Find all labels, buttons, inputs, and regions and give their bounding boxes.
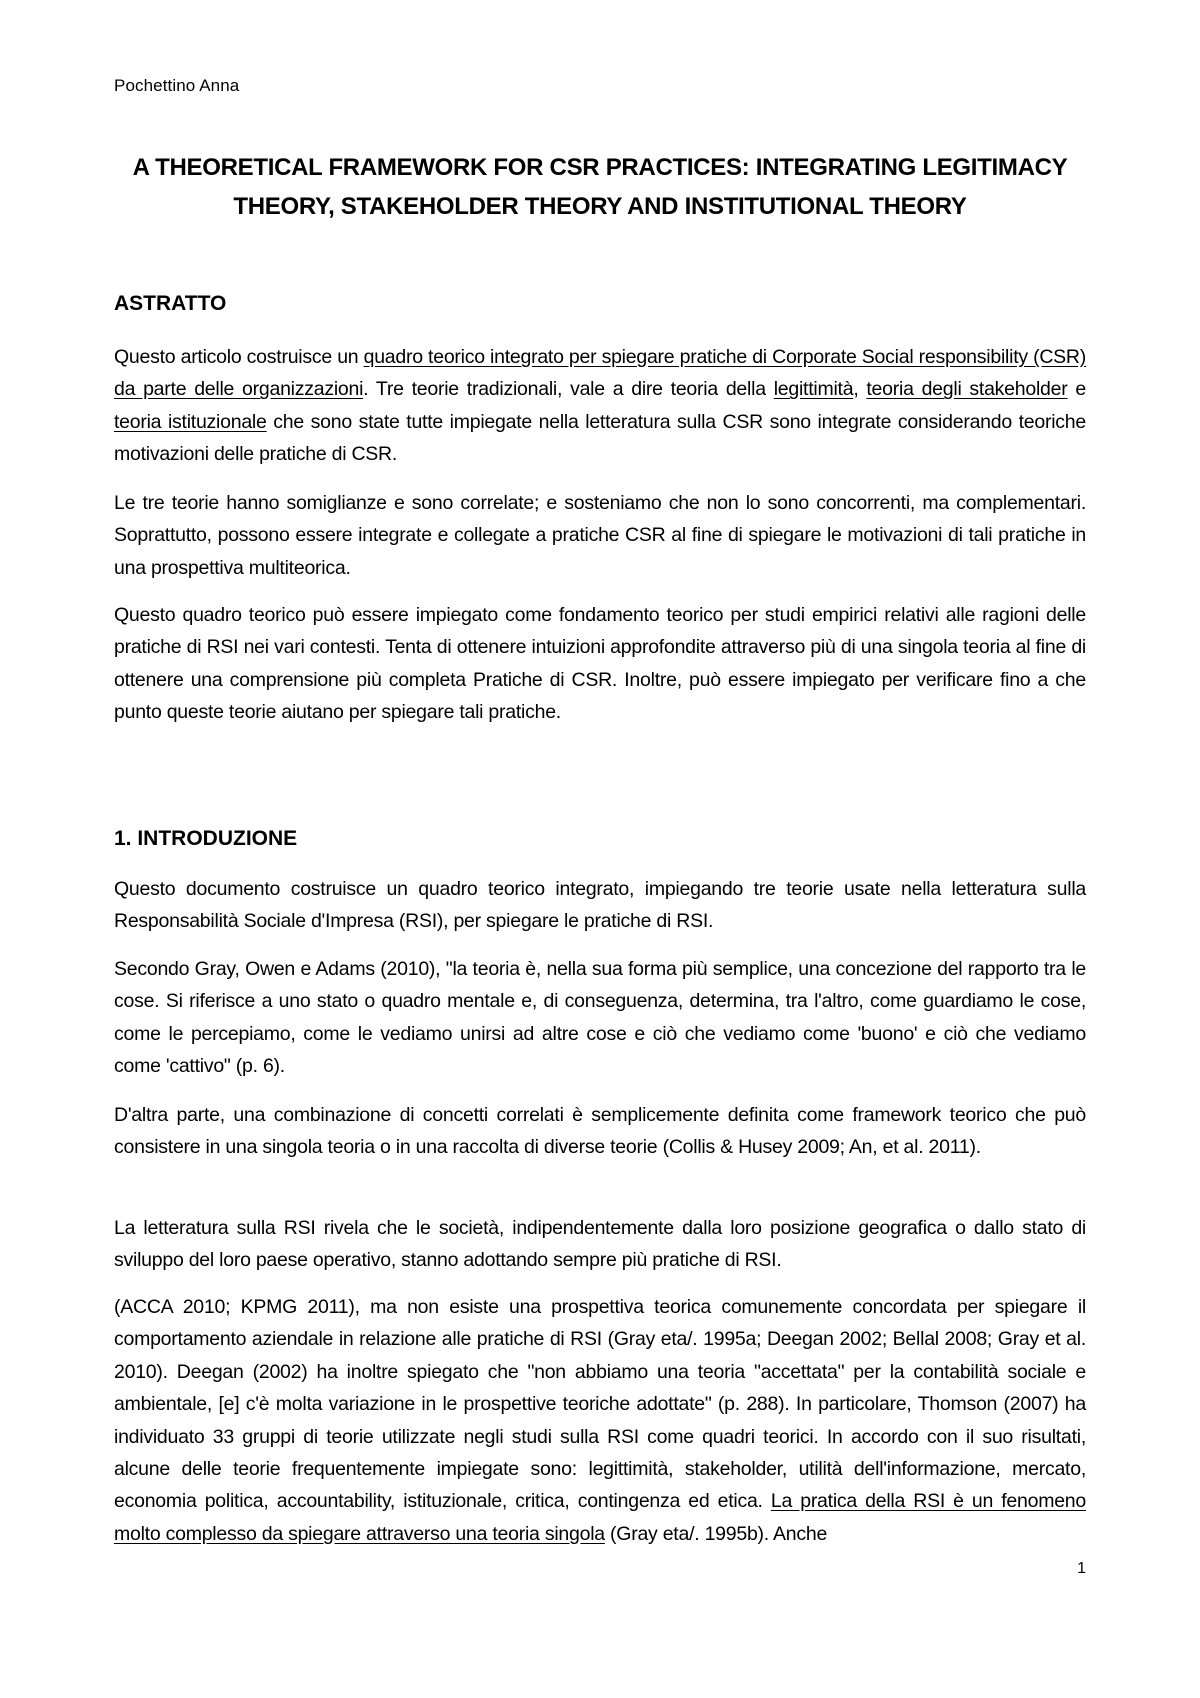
underlined-text: quadro teorico integrato per spiegare pratiche di Corporate Social responsibility (CSR) da parte delle organizzazioni	[114, 346, 1086, 401]
text-run: ,	[853, 378, 867, 401]
intro-paragraph	[114, 1291, 1086, 1550]
text-run: (Gray eta/. 1995b). Anche	[604, 1522, 828, 1545]
text-run: . Tre teorie tradizionali, vale a dire teoria della	[363, 378, 774, 401]
text-run: (ACCA 2010; KPMG 2011), ma non esiste una prospettiva teorica comunemente concordata per spiegare il comportamento aziendale in relazione alle pratiche di RSI (Gray eta/. 1995a; Deegan 2002; Bellal 2008; Gray et al. 2010). Deegan (2002) ha inoltre spiegato che "non abbiamo una teoria "accettata" per la contabilità sociale e ambientale, [e] c'è molta variazione in le prospettive teoriche adottate" (p. 288). In particolare, Thomson (2007) ha individuato 33 gruppi di teorie utilizzate negli studi sulla RSI come quadri teorici. In accordo con il suo risultati, alcune delle teorie frequentemente impiegate sono: legittimità, stakeholder, utilità dell'informazione, mercato, economia politica, accountability, istituzionale, critica, contingenza ed etica.	[114, 1296, 1086, 1513]
abstract-paragraph: Le tre teorie hanno somiglianze e sono correlate; e sosteniamo che non lo sono concorrenti, ma complementari. Soprattutto, possono essere integrate e collegate a pratiche CSR al fine di spiegare le motivazioni di tali pratiche in una prospettiva multiteorica.	[114, 492, 1086, 579]
introduction-heading: 1. INTRODUZIONE	[114, 827, 298, 850]
abstract-paragraph	[114, 341, 1086, 471]
intro-paragraph: Questo documento costruisce un quadro teorico integrato, impiegando tre teorie usate nella letteratura sulla Responsabilità Sociale d'Impresa (RSI), per spiegare le pratiche di RSI.	[114, 878, 1086, 933]
abstract-heading: ASTRATTO	[114, 292, 227, 315]
author-name: Pochettino Anna	[114, 76, 240, 95]
abstract-paragraph: Questo quadro teorico può essere impiegato come fondamento teorico per studi empirici relativi alle ragioni delle pratiche di RSI nei vari contesti. Tenta di ottenere intuizioni approfondite attraverso più di una singola teoria al fine di ottenere una comprensione più completa Pratiche di CSR. Inoltre, può essere impiegato per verificare fino a che punto queste teorie aiutano per spiegare tali pratiche.	[114, 604, 1086, 724]
underlined-text: teoria degli stakeholder	[866, 378, 1068, 401]
intro-paragraph: La letteratura sulla RSI rivela che le società, indipendentemente dalla loro posizione geografica o dallo stato di sviluppo del loro paese operativo, stanno adottando sempre più pratiche di RSI.	[114, 1217, 1086, 1272]
underlined-text: La pratica della RSI è un fenomeno molto complesso da spiegare attraverso una teoria singola	[114, 1490, 1086, 1545]
text-run: che sono state tutte impiegate nella letteratura sulla CSR sono integrate considerando teoriche motivazioni delle pratiche di CSR.	[114, 410, 1086, 466]
underlined-text: teoria istituzionale	[114, 410, 267, 433]
text-run: e	[1067, 378, 1086, 401]
intro-paragraph: D'altra parte, una combinazione di concetti correlati è semplicemente definita come framework teorico che può consistere in una singola teoria o in una raccolta di diverse teorie (Collis & Husey 2009; An, et al. 2011).	[114, 1104, 1086, 1159]
underlined-text: legittimità	[773, 378, 854, 401]
text-run: Questo articolo costruisce un	[114, 346, 364, 368]
intro-paragraph: Secondo Gray, Owen e Adams (2010), "la teoria è, nella sua forma più semplice, una concezione del rapporto tra le cose. Si riferisce a uno stato o quadro mentale e, di conseguenza, determina, tra l'altro, come guardiamo le cose, come le percepiamo, come le vediamo unirsi ad altre cose e ciò che vediamo come 'buono' e ciò che vediamo come 'cattivo" (p. 6).	[114, 958, 1086, 1078]
page-number: 1	[1077, 1560, 1086, 1577]
document-title: A THEORETICAL FRAMEWORK FOR CSR PRACTICES: INTEGRATING LEGITIMACY THEORY, STAKEHOLDER THEORY AND INSTITUTIONAL THEORY	[132, 154, 1068, 220]
